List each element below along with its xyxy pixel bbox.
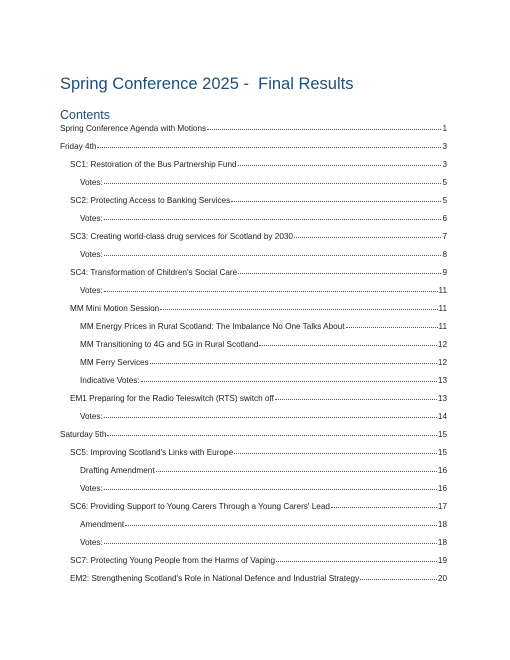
dot-leader (104, 417, 437, 418)
toc-entry[interactable] (60, 520, 447, 538)
toc-entry-page-number: 19 (437, 556, 447, 565)
dot-leader (104, 255, 442, 256)
toc-entry[interactable] (60, 484, 447, 502)
toc-entry-label: Spring Conference Agenda with Motions (60, 124, 207, 133)
toc-entry-label: Votes: (80, 286, 103, 295)
toc-entry[interactable] (60, 160, 447, 178)
dot-leader (231, 201, 441, 202)
toc-entry-label: EM2: Strengthening Scotland's Role in National Defence and Industrial Strategy (70, 574, 360, 583)
toc-entry-label: SC1: Restoration of the Bus Partnership Fund (70, 160, 237, 169)
toc-entry-page-number: 12 (437, 358, 447, 367)
toc-entry-page-number: 16 (437, 484, 447, 493)
toc-entry-label: SC2: Protecting Access to Banking Services (70, 196, 231, 205)
dot-leader (275, 399, 437, 400)
toc-entry[interactable] (60, 142, 447, 160)
dot-leader (104, 183, 442, 184)
toc-entry[interactable] (60, 466, 447, 484)
toc-entry-page-number: 15 (437, 430, 447, 439)
toc-entry-page-number: 3 (442, 160, 447, 169)
toc-entry-label: SC7: Protecting Young People from the Harms of Vaping (70, 556, 276, 565)
toc-entry-label: Drafting Amendment (80, 466, 155, 475)
dot-leader (104, 543, 437, 544)
toc-entry[interactable] (60, 340, 447, 358)
toc-entry-label: MM Energy Prices in Rural Scotland: The Imbalance No One Talks About (80, 322, 345, 331)
toc-entry-label: MM Ferry Services (80, 358, 149, 367)
dot-leader (238, 273, 441, 274)
dot-leader (104, 489, 437, 490)
toc-entry[interactable] (60, 574, 447, 592)
dot-leader (276, 561, 437, 562)
toc-entry[interactable] (60, 178, 447, 196)
toc-entry-label: Votes: (80, 538, 103, 547)
toc-entry-label: Votes: (80, 412, 103, 421)
toc-entry-label: Saturday 5th (60, 430, 107, 439)
toc-entry-page-number: 11 (438, 286, 447, 295)
dot-leader (150, 363, 437, 364)
dot-leader (107, 435, 436, 436)
table-of-contents (60, 124, 447, 592)
dot-leader (207, 129, 441, 130)
toc-entry-label: Friday 4th (60, 142, 97, 151)
toc-entry[interactable] (60, 358, 447, 376)
toc-entry-page-number: 12 (437, 340, 447, 349)
toc-entry[interactable] (60, 376, 447, 394)
toc-entry[interactable] (60, 268, 447, 286)
toc-entry-label: Votes: (80, 484, 103, 493)
dot-leader (360, 579, 437, 580)
document-title: Spring Conference 2025 - Final Results (60, 75, 354, 93)
toc-entry-page-number: 1 (442, 124, 447, 133)
dot-leader (156, 471, 437, 472)
dot-leader (259, 345, 436, 346)
toc-entry-page-number: 18 (437, 520, 447, 529)
toc-entry-label: SC4: Transformation of Children's Social Care (70, 268, 238, 277)
dot-leader (294, 237, 441, 238)
toc-entry[interactable] (60, 304, 447, 322)
toc-entry[interactable] (60, 430, 447, 448)
toc-entry[interactable] (60, 286, 447, 304)
toc-entry-label: Votes: (80, 214, 103, 223)
toc-entry[interactable] (60, 502, 447, 520)
toc-entry[interactable] (60, 538, 447, 556)
toc-entry-label: Votes: (80, 250, 103, 259)
toc-entry[interactable] (60, 232, 447, 250)
toc-entry-label: MM Transitioning to 4G and 5G in Rural Scotland (80, 340, 259, 349)
dot-leader (141, 381, 437, 382)
toc-entry-page-number: 13 (437, 376, 447, 385)
toc-entry-page-number: 17 (437, 502, 447, 511)
toc-entry[interactable] (60, 214, 447, 232)
dot-leader (125, 525, 437, 526)
toc-entry[interactable] (60, 556, 447, 574)
toc-entry-label: EM1 Preparing for the Radio Teleswitch (RTS) switch off (70, 394, 274, 403)
toc-entry-label: Amendment (80, 520, 125, 529)
toc-entry[interactable] (60, 250, 447, 268)
dot-leader (346, 327, 438, 328)
dot-leader (160, 309, 437, 310)
dot-leader (331, 507, 437, 508)
toc-entry-page-number: 13 (437, 394, 447, 403)
dot-leader (104, 219, 442, 220)
toc-entry-page-number: 20 (437, 574, 447, 583)
toc-entry-page-number: 11 (438, 322, 447, 331)
toc-entry-label: SC6: Providing Support to Young Carers Through a Young Carers' Lead (70, 502, 330, 511)
toc-entry-page-number: 18 (437, 538, 447, 547)
toc-entry-label: Votes: (80, 178, 103, 187)
toc-entry-page-number: 14 (437, 412, 447, 421)
toc-entry[interactable] (60, 196, 447, 214)
toc-entry-label: MM Mini Motion Session (70, 304, 160, 313)
toc-entry-page-number: 5 (442, 178, 447, 187)
dot-leader (238, 165, 442, 166)
contents-heading: Contents (60, 108, 111, 122)
toc-entry-page-number: 3 (442, 142, 447, 151)
toc-entry[interactable] (60, 322, 447, 340)
toc-entry[interactable] (60, 448, 447, 466)
toc-entry-label: SC5: Improving Scotland's Links with Europe (70, 448, 234, 457)
toc-entry-page-number: 6 (442, 214, 447, 223)
toc-entry-label: Indicative Votes: (80, 376, 140, 385)
dot-leader (104, 291, 438, 292)
toc-entry-page-number: 8 (442, 250, 447, 259)
toc-entry[interactable] (60, 124, 447, 142)
toc-entry-page-number: 9 (442, 268, 447, 277)
toc-entry-page-number: 16 (437, 466, 447, 475)
toc-entry-page-number: 11 (438, 304, 447, 313)
toc-entry-page-number: 5 (442, 196, 447, 205)
toc-entry-page-number: 15 (437, 448, 447, 457)
toc-entry[interactable] (60, 394, 447, 412)
toc-entry[interactable] (60, 412, 447, 430)
dot-leader (234, 453, 437, 454)
dot-leader (97, 147, 441, 148)
toc-entry-page-number: 7 (442, 232, 447, 241)
toc-entry-label: SC3: Creating world-class drug services for Scotland by 2030 (70, 232, 293, 241)
